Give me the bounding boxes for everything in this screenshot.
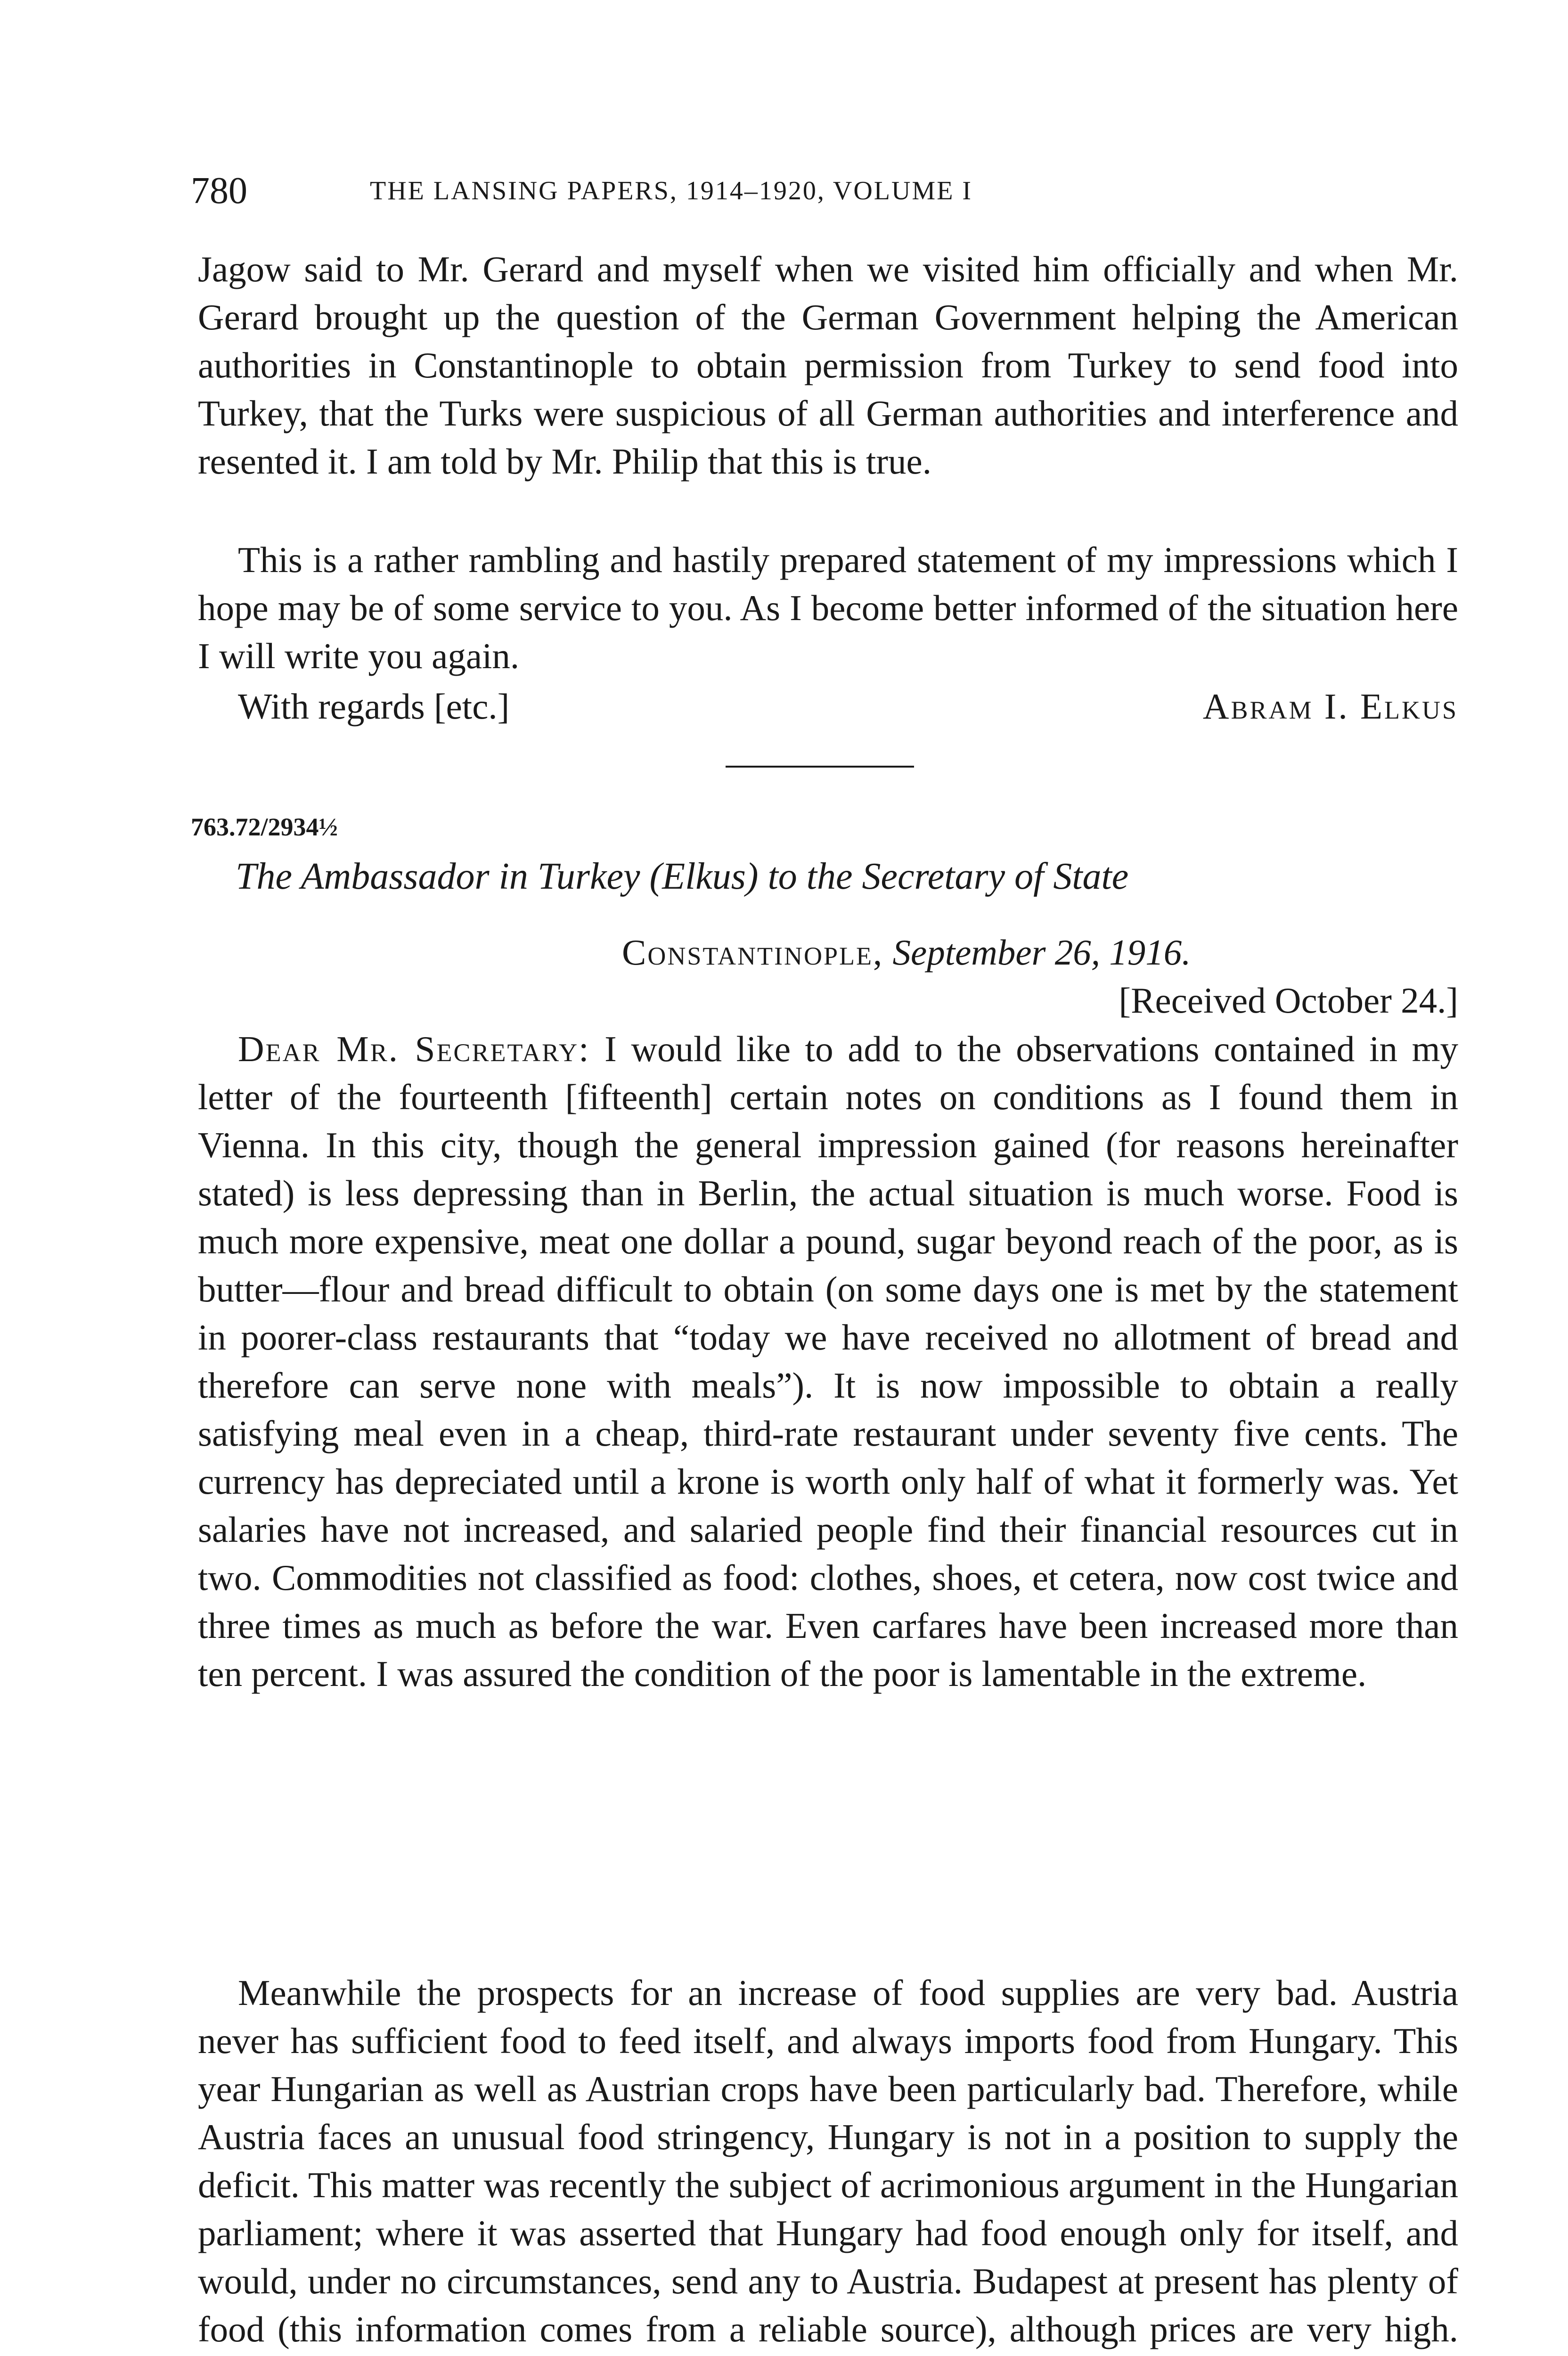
page-number: 780	[191, 170, 247, 212]
salutation: Dear Mr. Secretary:	[238, 1029, 590, 1069]
letter-closing	[238, 682, 1458, 730]
dateline-date: September 26, 1916.	[883, 932, 1191, 973]
file-number: 763.72/2934½	[191, 813, 338, 841]
section-divider	[726, 766, 914, 768]
previous-letter-paragraph-2: This is a rather rambling and hastily prepared statement of my impressions which I hope may be of some service to you. As I become better informed of the situation here I will write you again.	[198, 540, 1458, 676]
document-title: The Ambassador in Turkey (Elkus) to the Secretary of State	[236, 856, 1129, 897]
received-date: [Received October 24.]	[1119, 980, 1458, 1021]
previous-letter-paragraph-1: Jagow said to Mr. Gerard and myself when we visited him officially and when Mr. Gerard brought up the question of the German Government helping the American authorities in Constantinople to obtain permission from Turkey to send food into Turkey, that the Turks were suspicious of all German authorities and interference and resented it. I am told by Mr. Philip that this is true.	[198, 249, 1458, 482]
signature: Abram I. Elkus	[1202, 686, 1458, 727]
closing-text: With regards [etc.]	[238, 686, 510, 727]
letter-paragraph-1	[198, 1025, 1458, 1698]
dateline-place: Constantinople,	[622, 932, 884, 973]
letter-paragraph-2: Meanwhile the prospects for an increase of food supplies are very bad. Austria never has sufficient food to feed itself, and always imports food from Hungary. This year Hungarian as well as Austrian crops have been particularly bad. Therefore, while Austria faces an unusual food stringency, Hungary is not in a position to supply the deficit. This matter was recently the subject of acrimonious argument in the Hungarian parliament; where it was asserted that Hungary had food enough only for itself, and would, under no circumstances, send any to Austria. Budapest at present has plenty of food (this information comes from a reliable source), although prices are very high.	[198, 1972, 1458, 2349]
running-head: THE LANSING PAPERS, 1914–1920, VOLUME I	[370, 176, 973, 205]
page-header	[191, 167, 1463, 214]
dateline	[622, 928, 1191, 976]
letter-paragraph-1-body: I would like to add to the observations contained in my letter of the fourteenth [fifteenth] certain notes on conditions as I found them in Vienna. In this city, though the general impression gained (for reasons hereinafter stated) is less depressing than in Berlin, the actual situation is much worse. Food is much more expensive, meat one dollar a pound, sugar beyond reach of the poor, as is butter—flour and bread difficult to obtain (on some days one is met by the statement in poorer-class restaurants that “today we have received no allotment of bread and therefore can serve none with meals”). It is now impossible to obtain a really satisfying meal even in a cheap, third-rate restaurant under seventy five cents. The currency has depreciated until a krone is worth only half of what it formerly was. Yet salaries have not increased, and salaried people find their financial resources cut in two. Commodities not classified as food: clothes, shoes, et cetera, now cost twice and three times as much as before the war. Even carfares have been increased more than ten percent. I was assured the condition of the poor is lamentable in the extreme.	[198, 1029, 1458, 1694]
